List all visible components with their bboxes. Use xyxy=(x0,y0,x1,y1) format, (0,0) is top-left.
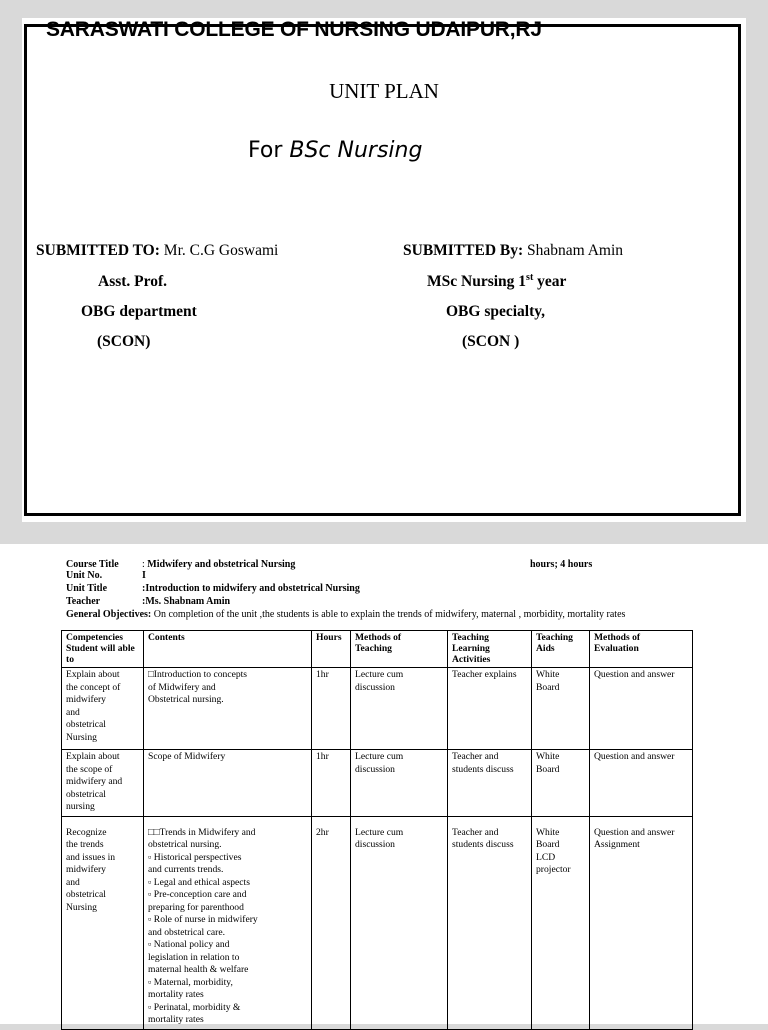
objectives-label: General Objectives: xyxy=(66,609,152,620)
cell-methods: Lecture cum discussion xyxy=(351,668,448,750)
table-header-row xyxy=(62,631,693,668)
submitted-by-course xyxy=(427,272,566,291)
unit-title-row xyxy=(66,583,360,594)
submitted-by-institution: (SCON ) xyxy=(462,333,520,350)
hours-value: hours; 4 hours xyxy=(530,559,593,570)
cell-contents: □Introduction to concepts of Midwifery and Obstetrical nursing. xyxy=(144,668,312,750)
unit-title-label: Unit Title xyxy=(66,583,108,594)
teacher-row xyxy=(66,596,230,607)
course-suffix: year xyxy=(533,273,567,291)
course-title-sep: : xyxy=(142,559,148,570)
cell-evaluation: Question and answer xyxy=(590,750,693,817)
submitted-to-designation: Asst. Prof. xyxy=(98,273,168,290)
cell-hours: 1hr xyxy=(312,750,351,817)
header-teaching-aids: Teaching Aids xyxy=(532,631,590,668)
program-name: BSc Nursing xyxy=(289,138,423,163)
course-prefix: MSc Nursing 1 xyxy=(427,273,527,291)
table-row xyxy=(62,750,693,817)
header-evaluation: Methods of Evaluation xyxy=(590,631,693,668)
cell-activities: Teacher and students discuss xyxy=(448,750,532,817)
unit-plan-table xyxy=(61,630,693,1030)
cell-competency: Explain about the concept of midwifery and obstetrical Nursing xyxy=(62,668,144,750)
cell-methods: Lecture cum discussion xyxy=(351,816,448,1029)
teacher-label: Teacher xyxy=(66,596,101,607)
submitted-to-department: OBG department xyxy=(81,303,197,320)
cell-aids: White Board LCD projector xyxy=(532,816,590,1029)
cell-competency: Recognize the trends and issues in midwifery and obstetrical Nursing xyxy=(62,816,144,1029)
table-body xyxy=(62,631,693,1030)
submitted-to-institution: (SCON) xyxy=(97,333,151,350)
cell-competency: Explain about the scope of midwifery and obstetrical nursing xyxy=(62,750,144,817)
cell-aids: White Board xyxy=(532,750,590,817)
header-learning-activities: Teaching Learning Activities xyxy=(448,631,532,668)
table-row xyxy=(62,816,693,1029)
college-name: SARASWATI COLLEGE OF NURSING UDAIPUR,RJ xyxy=(46,18,542,41)
cell-hours: 1hr xyxy=(312,668,351,750)
unit-plan-title: UNIT PLAN xyxy=(329,79,439,103)
table-row xyxy=(62,668,693,750)
program-prefix: For xyxy=(248,138,290,163)
course-title-label: Course Title xyxy=(66,559,119,570)
cell-activities: Teacher and students discuss xyxy=(448,816,532,1029)
cell-methods: Lecture cum discussion xyxy=(351,750,448,817)
cell-aids: White Board xyxy=(532,668,590,750)
unit-no-label: Unit No. xyxy=(66,570,103,581)
course-title-row xyxy=(66,559,295,570)
submitted-by-label: SUBMITTED By: xyxy=(403,242,524,259)
submitted-to-name: Mr. C.G Goswami xyxy=(159,242,279,259)
unit-no: I xyxy=(142,570,146,581)
program-line xyxy=(248,138,422,163)
submitted-to-label: SUBMITTED TO: xyxy=(36,242,160,259)
submitted-to xyxy=(36,242,278,260)
submitted-by-specialty: OBG specialty, xyxy=(446,303,546,320)
cell-activities: Teacher explains xyxy=(448,668,532,750)
unit-title: :Introduction to midwifery and obstetrical Nursing xyxy=(142,583,360,594)
submitted-by xyxy=(403,242,623,260)
cell-evaluation: Question and answer Assignment xyxy=(590,816,693,1029)
header-methods-teaching: Methods of Teaching xyxy=(351,631,448,668)
header-contents: Contents xyxy=(144,631,312,668)
unit-no-row xyxy=(66,570,146,581)
course-title: Midwifery and obstetrical Nursing xyxy=(147,559,296,570)
course-sup: st xyxy=(526,272,534,283)
teacher-name: :Ms. Shabnam Amin xyxy=(142,596,231,607)
cell-contents: □□Trends in Midwifery and obstetrical nursing. ▫ Historical perspectives and currents trends. ▫ Legal and ethical aspects ▫ Pre-conception care and preparing for parenthood ▫ Role of nurse in midwifery and obstetrical care. ▫ National policy and legislation in relation to maternal health & welfare ▫ Maternal, morbidity, mortality rates ▫ Perinatal, morbidity & mortality rates xyxy=(144,816,312,1029)
objectives-text: On completion of the unit ,the students is able to explain the trends of midwifery, maternal , morbidity, mortality rates xyxy=(151,609,626,620)
hours-total xyxy=(530,559,592,570)
cell-contents: Scope of Midwifery xyxy=(144,750,312,817)
submitted-by-name: Shabnam Amin xyxy=(523,242,624,259)
cell-hours: 2hr xyxy=(312,816,351,1029)
objectives-row xyxy=(66,609,625,620)
cell-evaluation: Question and answer xyxy=(590,668,693,750)
header-competencies: Competencies Student will able to xyxy=(62,631,144,668)
header-hours: Hours xyxy=(312,631,351,668)
